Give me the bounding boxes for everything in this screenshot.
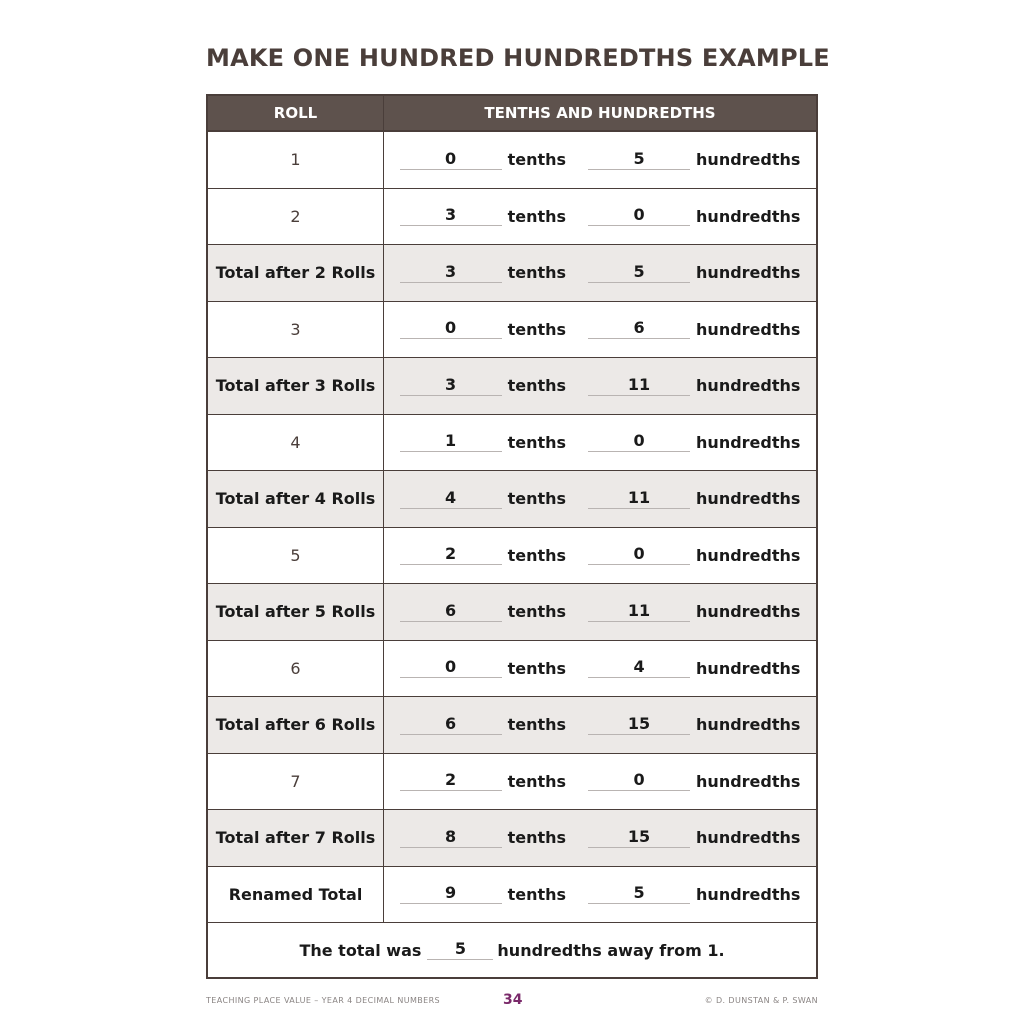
table-row bbox=[208, 810, 816, 867]
tenths-hundredths-cell bbox=[384, 189, 816, 245]
summary-suffix: hundredths away from 1. bbox=[497, 940, 725, 960]
hundredths-value: 11 bbox=[588, 376, 690, 396]
tenths-unit-label: tenths bbox=[507, 489, 567, 509]
tenths-hundredths-column-header: TENTHS AND HUNDREDTHS bbox=[484, 104, 716, 122]
tenths-hundredths-cell bbox=[384, 810, 816, 866]
roll-label: Total after 2 Rolls bbox=[208, 245, 384, 301]
roll-column-header: ROLL bbox=[208, 96, 384, 130]
tenths-unit-label: tenths bbox=[507, 884, 567, 904]
table-row bbox=[208, 132, 816, 189]
summary-prefix: The total was bbox=[299, 940, 422, 960]
hundredths-unit-label: hundredths bbox=[696, 771, 801, 791]
table-row bbox=[208, 584, 816, 641]
hundredths-unit-label: hundredths bbox=[696, 884, 801, 904]
tenths-unit-label: tenths bbox=[507, 206, 567, 226]
tenths-hundredths-cell bbox=[384, 584, 816, 640]
tenths-hundredths-cell bbox=[384, 641, 816, 697]
tenths-unit-label: tenths bbox=[507, 771, 567, 791]
rolls-table bbox=[206, 94, 818, 979]
tenths-unit-label: tenths bbox=[507, 545, 567, 565]
roll-label: Total after 3 Rolls bbox=[208, 358, 384, 414]
hundredths-value: 5 bbox=[588, 263, 690, 283]
tenths-value: 8 bbox=[400, 828, 502, 848]
hundredths-value: 4 bbox=[588, 658, 690, 678]
tenths-value: 2 bbox=[400, 771, 502, 791]
tenths-unit-label: tenths bbox=[507, 432, 567, 452]
page-number: 34 bbox=[503, 992, 523, 1008]
tenths-unit-label: tenths bbox=[507, 658, 567, 678]
table-row bbox=[208, 189, 816, 246]
roll-label: Total after 7 Rolls bbox=[208, 810, 384, 866]
table-row bbox=[208, 697, 816, 754]
footer-right: © D. DUNSTAN & P. SWAN bbox=[704, 996, 818, 1005]
tenths-value: 0 bbox=[400, 658, 502, 678]
hundredths-value: 0 bbox=[588, 206, 690, 226]
tenths-value: 0 bbox=[400, 319, 502, 339]
tenths-unit-label: tenths bbox=[507, 715, 567, 735]
tenths-hundredths-cell bbox=[384, 528, 816, 584]
hundredths-value: 15 bbox=[588, 828, 690, 848]
tenths-unit-label: tenths bbox=[507, 376, 567, 396]
tenths-value: 6 bbox=[400, 602, 502, 622]
hundredths-unit-label: hundredths bbox=[696, 828, 801, 848]
roll-label: Total after 6 Rolls bbox=[208, 697, 384, 753]
tenths-hundredths-cell bbox=[384, 697, 816, 753]
roll-label: 7 bbox=[208, 754, 384, 810]
tenths-value: 1 bbox=[400, 432, 502, 452]
summary-row bbox=[208, 923, 816, 977]
table-row bbox=[208, 641, 816, 698]
hundredths-value: 5 bbox=[588, 150, 690, 170]
table-row bbox=[208, 471, 816, 528]
hundredths-unit-label: hundredths bbox=[696, 319, 801, 339]
hundredths-unit-label: hundredths bbox=[696, 263, 801, 283]
hundredths-unit-label: hundredths bbox=[696, 658, 801, 678]
tenths-value: 3 bbox=[400, 263, 502, 283]
tenths-value: 3 bbox=[400, 206, 502, 226]
tenths-value: 4 bbox=[400, 489, 502, 509]
roll-label: 1 bbox=[208, 132, 384, 188]
roll-label: Total after 5 Rolls bbox=[208, 584, 384, 640]
hundredths-unit-label: hundredths bbox=[696, 432, 801, 452]
roll-label: Renamed Total bbox=[208, 867, 384, 923]
hundredths-value: 0 bbox=[588, 771, 690, 791]
hundredths-value: 11 bbox=[588, 489, 690, 509]
tenths-value: 9 bbox=[400, 884, 502, 904]
hundredths-unit-label: hundredths bbox=[696, 602, 801, 622]
hundredths-unit-label: hundredths bbox=[696, 376, 801, 396]
roll-label: 4 bbox=[208, 415, 384, 471]
roll-label: 2 bbox=[208, 189, 384, 245]
tenths-value: 6 bbox=[400, 715, 502, 735]
tenths-value: 3 bbox=[400, 376, 502, 396]
tenths-hundredths-cell bbox=[384, 754, 816, 810]
table-row bbox=[208, 415, 816, 472]
tenths-hundredths-cell bbox=[384, 867, 816, 923]
roll-label: 3 bbox=[208, 302, 384, 358]
hundredths-unit-label: hundredths bbox=[696, 715, 801, 735]
hundredths-value: 15 bbox=[588, 715, 690, 735]
hundredths-value: 0 bbox=[588, 545, 690, 565]
page-title: MAKE ONE HUNDRED HUNDREDTHS EXAMPLE bbox=[206, 44, 830, 72]
table-row bbox=[208, 302, 816, 359]
tenths-unit-label: tenths bbox=[507, 150, 567, 170]
tenths-unit-label: tenths bbox=[507, 828, 567, 848]
table-row bbox=[208, 358, 816, 415]
hundredths-value: 5 bbox=[588, 884, 690, 904]
roll-label: 6 bbox=[208, 641, 384, 697]
tenths-hundredths-cell bbox=[384, 302, 816, 358]
table-row bbox=[208, 528, 816, 585]
table-row bbox=[208, 867, 816, 924]
tenths-hundredths-cell bbox=[384, 358, 816, 414]
summary-value: 5 bbox=[427, 940, 493, 960]
hundredths-value: 0 bbox=[588, 432, 690, 452]
tenths-unit-label: tenths bbox=[507, 263, 567, 283]
tenths-hundredths-cell bbox=[384, 245, 816, 301]
tenths-hundredths-cell bbox=[384, 471, 816, 527]
hundredths-unit-label: hundredths bbox=[696, 545, 801, 565]
hundredths-unit-label: hundredths bbox=[696, 489, 801, 509]
hundredths-unit-label: hundredths bbox=[696, 150, 801, 170]
tenths-unit-label: tenths bbox=[507, 602, 567, 622]
hundredths-value: 11 bbox=[588, 602, 690, 622]
tenths-unit-label: tenths bbox=[507, 319, 567, 339]
table-row bbox=[208, 245, 816, 302]
tenths-hundredths-cell bbox=[384, 415, 816, 471]
tenths-value: 2 bbox=[400, 545, 502, 565]
roll-label: 5 bbox=[208, 528, 384, 584]
roll-label: Total after 4 Rolls bbox=[208, 471, 384, 527]
table-header bbox=[208, 96, 816, 132]
tenths-value: 0 bbox=[400, 150, 502, 170]
hundredths-value: 6 bbox=[588, 319, 690, 339]
hundredths-unit-label: hundredths bbox=[696, 206, 801, 226]
footer-left: TEACHING PLACE VALUE – YEAR 4 DECIMAL NUMBERS bbox=[206, 996, 441, 1005]
tenths-hundredths-cell bbox=[384, 132, 816, 188]
table-row bbox=[208, 754, 816, 811]
